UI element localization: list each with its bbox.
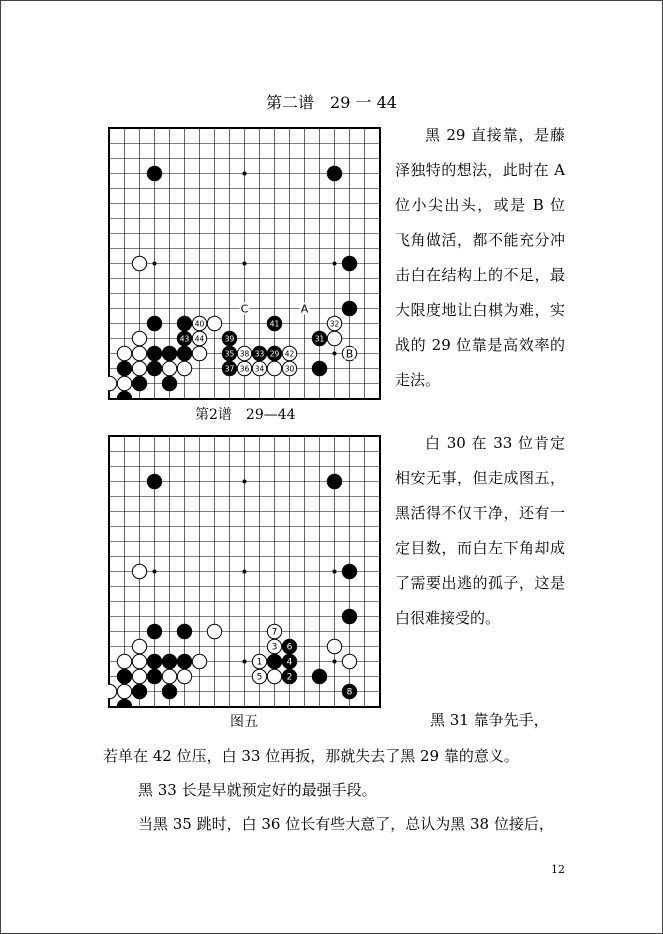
figure-5-caption: 图五: [230, 714, 258, 730]
white-stone: [117, 346, 131, 360]
black-stone: [342, 301, 356, 315]
white-stone: [132, 654, 146, 668]
black-stone: [267, 316, 281, 330]
point-label: B: [345, 347, 354, 361]
white-stone: [132, 331, 146, 345]
move-number: 31: [314, 334, 325, 344]
white-stone: [207, 624, 221, 638]
move-number: 34: [254, 364, 265, 374]
black-stone: [132, 376, 146, 390]
black-stone: [147, 669, 161, 683]
point-label: C: [240, 302, 249, 316]
commentary-paragraph-2: 白 30 在 33 位肯定相安无事，但走成图五，黑活得不仅干净，还有一定目数，而白左下角却成了需要出逃的孤子，这是白很难接受的。: [395, 434, 565, 627]
move-number: 38: [239, 349, 250, 359]
white-stone: [252, 361, 266, 375]
black-stone: [342, 564, 356, 578]
black-stone: [342, 256, 356, 270]
move-number: 30: [284, 364, 295, 374]
white-stone: [132, 256, 146, 270]
white-stone: [192, 654, 206, 668]
move-number: 6: [286, 642, 293, 653]
star-point: [243, 480, 247, 484]
white-stone: [342, 654, 356, 668]
white-stone: [267, 639, 281, 653]
black-stone: [342, 684, 356, 698]
black-stone: [147, 166, 161, 180]
black-stone: [162, 684, 176, 698]
white-stone: [237, 346, 251, 360]
move-number: 40: [194, 319, 205, 329]
white-stone: [132, 669, 146, 683]
star-point: [333, 262, 337, 266]
move-number: 37: [224, 364, 235, 374]
star-point: [333, 570, 337, 574]
black-stone: [222, 331, 236, 345]
go-board-figure-2: [108, 127, 381, 400]
move-number: 5: [256, 672, 263, 683]
white-stone: [267, 624, 281, 638]
star-point: [333, 352, 337, 356]
white-stone: [282, 346, 296, 360]
star-point: [153, 570, 157, 574]
white-stone: [177, 361, 191, 375]
figure-2-caption: 第2谱 29—44: [195, 407, 296, 423]
white-stone: [192, 331, 206, 345]
black-stone: [282, 654, 296, 668]
paragraph-5: 当黑 35 跳时，白 36 位长有些大意了，总认为黑 38 位接后，: [138, 815, 554, 833]
white-stone: [132, 346, 146, 360]
move-number: 35: [224, 349, 235, 359]
move-number: 1: [256, 657, 263, 668]
black-stone: [147, 474, 161, 488]
white-stone: [237, 361, 251, 375]
star-point: [243, 172, 247, 176]
black-stone: [177, 331, 191, 345]
black-stone: [117, 361, 131, 375]
black-stone: [222, 361, 236, 375]
black-stone: [162, 654, 176, 668]
black-stone: [132, 684, 146, 698]
black-stone: [282, 639, 296, 653]
black-stone: [327, 166, 341, 180]
white-stone: [327, 639, 341, 653]
white-stone: [132, 639, 146, 653]
black-stone: [267, 654, 281, 668]
move-number: 29: [269, 349, 280, 359]
white-stone: [162, 361, 176, 375]
black-stone: [147, 624, 161, 638]
move-number: 33: [254, 349, 265, 359]
star-point: [243, 262, 247, 266]
page-number: 12: [551, 863, 565, 876]
black-stone: [162, 376, 176, 390]
paragraph-4: 黑 33 长是早就预定好的最强手段。: [138, 781, 377, 799]
white-stone: [117, 684, 131, 698]
white-stone: [267, 669, 281, 683]
black-stone: [177, 346, 191, 360]
black-stone: [147, 361, 161, 375]
black-stone: [147, 346, 161, 360]
page-title: 第二谱 29 一 44: [266, 93, 397, 112]
go-board-figure-5: [108, 435, 381, 708]
move-number: 7: [271, 627, 278, 638]
white-stone: [327, 316, 341, 330]
black-stone: [312, 331, 326, 345]
star-point: [333, 660, 337, 664]
move-number: 8: [346, 687, 353, 698]
move-number: 32: [329, 319, 340, 329]
black-stone: [282, 669, 296, 683]
white-stone: [117, 654, 131, 668]
move-number: 4: [286, 657, 293, 668]
move-number: 41: [269, 319, 280, 329]
move-number: 42: [284, 349, 295, 359]
move-number: 39: [224, 334, 235, 344]
move-number: 43: [179, 334, 190, 344]
black-stone: [327, 474, 341, 488]
black-stone: [177, 316, 191, 330]
star-point: [153, 262, 157, 266]
move-number: 2: [286, 672, 293, 683]
black-stone: [177, 624, 191, 638]
paragraph-3-continuation: 若单在 42 位压，白 33 位再扳，那就失去了黑 29 靠的意义。: [103, 747, 519, 765]
paragraph-3-start: 黑 31 靠争先手，: [430, 711, 549, 729]
move-number: 3: [271, 642, 278, 653]
commentary-paragraph-1: 黑 29 直接靠，是藤泽独特的想法，此时在 A 位小尖出头，或是 B 位飞角做活，都不能充分冲击白在结构上的不足，最大限度地让白棋为难，实战的 29 位靠是高效率的走法。: [395, 126, 565, 389]
white-stone: [282, 361, 296, 375]
white-stone: [252, 654, 266, 668]
black-stone: [177, 654, 191, 668]
white-stone: [132, 361, 146, 375]
white-stone: [192, 316, 206, 330]
star-point: [243, 570, 247, 574]
white-stone: [162, 669, 176, 683]
white-stone: [327, 331, 341, 345]
black-stone: [222, 346, 236, 360]
black-stone: [312, 361, 326, 375]
white-stone: [267, 361, 281, 375]
black-stone: [267, 346, 281, 360]
move-number: 44: [194, 334, 205, 344]
black-stone: [117, 669, 131, 683]
white-stone: [177, 669, 191, 683]
move-number: 36: [239, 364, 250, 374]
black-stone: [252, 346, 266, 360]
white-stone: [252, 669, 266, 683]
white-stone: [207, 316, 221, 330]
black-stone: [162, 346, 176, 360]
black-stone: [342, 609, 356, 623]
point-label: A: [300, 302, 309, 316]
white-stone: [132, 564, 146, 578]
white-stone: [192, 346, 206, 360]
black-stone: [147, 654, 161, 668]
white-stone: [117, 376, 131, 390]
black-stone: [147, 316, 161, 330]
black-stone: [312, 669, 326, 683]
star-point: [243, 660, 247, 664]
